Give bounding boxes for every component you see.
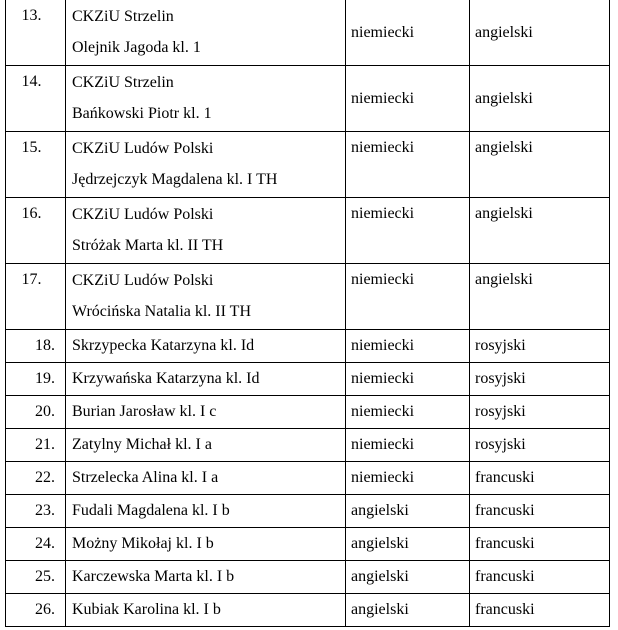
first-language: niemiecki bbox=[346, 330, 470, 363]
row-number: 13. bbox=[6, 0, 66, 66]
first-language: niemiecki bbox=[346, 0, 470, 66]
participant-name: Bańkowski Piotr kl. 1 bbox=[72, 105, 212, 122]
first-language: niemiecki bbox=[346, 132, 470, 198]
row-number: 21. bbox=[6, 429, 66, 462]
second-language: francuski bbox=[470, 594, 610, 627]
second-language: angielski bbox=[470, 0, 610, 66]
second-language: rosyjski bbox=[470, 330, 610, 363]
row-number: 18. bbox=[6, 330, 66, 363]
second-language: rosyjski bbox=[470, 396, 610, 429]
participant-name: Wrócińska Natalia kl. II TH bbox=[72, 303, 251, 320]
table-row bbox=[6, 0, 610, 66]
school-name: CKZiU Ludów Polski bbox=[72, 140, 214, 157]
participant-cell bbox=[66, 198, 346, 264]
second-language: angielski bbox=[470, 264, 610, 330]
first-language: niemiecki bbox=[346, 396, 470, 429]
participant-name: Strzelecka Alina kl. I a bbox=[66, 462, 346, 495]
second-language: francuski bbox=[470, 462, 610, 495]
row-number: 23. bbox=[6, 495, 66, 528]
school-name: CKZiU Ludów Polski bbox=[72, 272, 214, 289]
participant-cell bbox=[66, 264, 346, 330]
table-row bbox=[6, 429, 610, 462]
second-language: angielski bbox=[470, 198, 610, 264]
row-number: 14. bbox=[6, 66, 66, 132]
second-language: francuski bbox=[470, 528, 610, 561]
participant-name: Olejnik Jagoda kl. 1 bbox=[72, 39, 201, 56]
school-name: CKZiU Strzelin bbox=[72, 74, 174, 91]
first-language: niemiecki bbox=[346, 429, 470, 462]
participant-name: Skrzypecka Katarzyna kl. Id bbox=[66, 330, 346, 363]
participant-name: Stróżak Marta kl. II TH bbox=[72, 237, 224, 254]
participant-name: Zatylny Michał kl. I a bbox=[66, 429, 346, 462]
row-number: 24. bbox=[6, 528, 66, 561]
table-body bbox=[6, 0, 610, 627]
second-language: rosyjski bbox=[470, 429, 610, 462]
first-language: angielski bbox=[346, 594, 470, 627]
second-language: angielski bbox=[470, 132, 610, 198]
school-name: CKZiU Ludów Polski bbox=[72, 206, 214, 223]
row-number: 26. bbox=[6, 594, 66, 627]
first-language: niemiecki bbox=[346, 363, 470, 396]
participant-name: Karczewska Marta kl. I b bbox=[66, 561, 346, 594]
participant-name: Jędrzejczyk Magdalena kl. I TH bbox=[72, 171, 278, 188]
table-row bbox=[6, 66, 610, 132]
first-language: angielski bbox=[346, 528, 470, 561]
participant-cell bbox=[66, 0, 346, 66]
row-number: 22. bbox=[6, 462, 66, 495]
table-row bbox=[6, 528, 610, 561]
first-language: angielski bbox=[346, 495, 470, 528]
row-number: 15. bbox=[6, 132, 66, 198]
participants-table bbox=[5, 0, 610, 627]
second-language: francuski bbox=[470, 561, 610, 594]
participant-name: Możny Mikołaj kl. I b bbox=[66, 528, 346, 561]
participant-name: Fudali Magdalena kl. I b bbox=[66, 495, 346, 528]
row-number: 20. bbox=[6, 396, 66, 429]
first-language: niemiecki bbox=[346, 264, 470, 330]
first-language: niemiecki bbox=[346, 198, 470, 264]
first-language: niemiecki bbox=[346, 462, 470, 495]
first-language: niemiecki bbox=[346, 66, 470, 132]
table-row bbox=[6, 462, 610, 495]
table-row bbox=[6, 330, 610, 363]
table-row bbox=[6, 594, 610, 627]
table-row bbox=[6, 132, 610, 198]
row-number: 25. bbox=[6, 561, 66, 594]
participant-name: Krzywańska Katarzyna kl. Id bbox=[66, 363, 346, 396]
participant-cell bbox=[66, 132, 346, 198]
participant-cell bbox=[66, 66, 346, 132]
row-number: 19. bbox=[6, 363, 66, 396]
second-language: angielski bbox=[470, 66, 610, 132]
participant-name: Kubiak Karolina kl. I b bbox=[66, 594, 346, 627]
table-row bbox=[6, 363, 610, 396]
row-number: 17. bbox=[6, 264, 66, 330]
table-row bbox=[6, 495, 610, 528]
school-name: CKZiU Strzelin bbox=[72, 8, 174, 25]
table-row bbox=[6, 561, 610, 594]
row-number: 16. bbox=[6, 198, 66, 264]
second-language: rosyjski bbox=[470, 363, 610, 396]
participant-name: Burian Jarosław kl. I c bbox=[66, 396, 346, 429]
table-row bbox=[6, 264, 610, 330]
table-row bbox=[6, 396, 610, 429]
second-language: francuski bbox=[470, 495, 610, 528]
first-language: angielski bbox=[346, 561, 470, 594]
table-row bbox=[6, 198, 610, 264]
